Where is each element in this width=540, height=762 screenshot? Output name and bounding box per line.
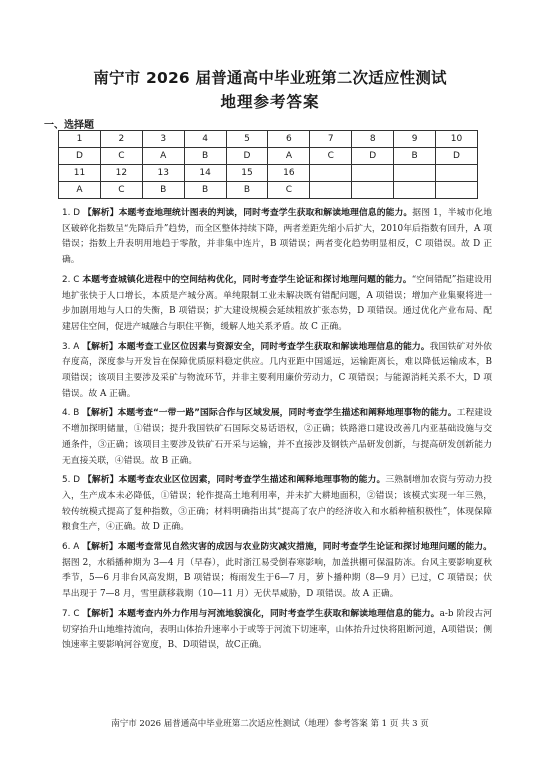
answer-table-cell bbox=[352, 165, 394, 182]
section-heading: 一、选择题 bbox=[44, 120, 94, 131]
answer-table-cell: 8 bbox=[352, 131, 394, 148]
answer-table-cell: 12 bbox=[100, 165, 142, 182]
question-number: 7. C bbox=[62, 608, 80, 619]
page-footer: 南宁市 2026 届普通高中毕业班第二次适应性测试（地理）参考答案 第 1 页 共 3 页 bbox=[111, 719, 429, 729]
question-number: 5. D bbox=[62, 475, 81, 486]
explanation-item bbox=[62, 340, 492, 403]
answer-table-cell: C bbox=[310, 148, 352, 165]
answer-table-cell: 6 bbox=[268, 131, 310, 148]
analysis-tag: 【解析】 bbox=[82, 208, 119, 218]
analysis-tag: 【解析】 bbox=[82, 608, 119, 619]
explanation-item bbox=[62, 473, 492, 536]
answer-table-cell: C bbox=[100, 148, 142, 165]
answer-table-cell: B bbox=[142, 182, 184, 199]
question-number: 6. A bbox=[62, 542, 80, 553]
answer-table-cell: D bbox=[352, 148, 394, 165]
answer-table-cell: 14 bbox=[184, 165, 226, 182]
answer-table-cell bbox=[352, 182, 394, 199]
answer-table-cell: 10 bbox=[436, 131, 478, 148]
answer-table-cell: D bbox=[436, 148, 478, 165]
answer-table-cell: 9 bbox=[394, 131, 436, 148]
answer-table-cell: D bbox=[226, 148, 268, 165]
answer-table-cell: B bbox=[184, 148, 226, 165]
explanation-item bbox=[62, 607, 492, 654]
explanation-list bbox=[62, 206, 492, 658]
question-focus: 本题考查农业区位因素，同时考查学生描述和阐释地理事物的能力。 bbox=[118, 475, 386, 486]
answer-table-cell: B bbox=[226, 182, 268, 199]
answer-table-cell: 11 bbox=[59, 165, 101, 182]
answer-table-cell bbox=[436, 182, 478, 199]
answer-table-cell: 7 bbox=[310, 131, 352, 148]
answer-table-cell: A bbox=[142, 148, 184, 165]
answer-table-cell: B bbox=[394, 148, 436, 165]
question-focus: 本题考查地理统计图表的判读，同时考查学生获取和解读地理信息的能力。 bbox=[118, 208, 413, 218]
answer-table-cell: 13 bbox=[142, 165, 184, 182]
question-focus: 本题考查内外力作用与河流地貌演化，同时考查学生获取和解读地理信息的能力。 bbox=[118, 608, 440, 619]
answer-table-cell: 2 bbox=[100, 131, 142, 148]
question-focus: 本题考查常见自然灾害的成因与农业防灾减灾措施，同时考查学生论证和探讨地理问题的能力。 bbox=[117, 542, 492, 553]
exam-title: 南宁市 2026 届普通高中毕业班第二次适应性测试 bbox=[93, 69, 447, 87]
answer-table-row bbox=[59, 131, 478, 148]
explanation-text: 三熟制增加农资与劳动力投入，生产成本未必降低，①错误；轮作提高土地利用率，并未扩大耕地面积，②错误；该模式实现一年三熟，较传统模式提高了复种指数，③正确；材料明确指出其“提高了农户的经济收入和水稻种植积极性”，体现保障粮食生产，④正确。故 D 正确。 bbox=[62, 475, 492, 533]
analysis-tag: 【解析】 bbox=[82, 341, 118, 352]
answer-table-cell bbox=[394, 165, 436, 182]
question-focus: 本题考查城镇化进程中的空间结构优化，同时考查学生论证和探讨地理问题的能力。 bbox=[82, 274, 412, 285]
answer-title: 地理参考答案 bbox=[220, 93, 320, 111]
answer-table-row bbox=[59, 165, 478, 182]
answer-table-cell: 16 bbox=[268, 165, 310, 182]
answer-table-cell: B bbox=[184, 182, 226, 199]
explanation-text: a-b 阶段古河切穿抬升山地维持流向，表明山体抬升速率小于或等于河流下切速率，山体抬升过快将阻断河道，A项错误；侧蚀速率主要影响河谷宽度，B、D项错误，故C正确。 bbox=[62, 608, 492, 651]
explanation-text: 我国铁矿对外依存度高，深度参与开发旨在保障优质原料稳定供应。几内亚距中国遥远，运输距离长，难以降低运输成本，B 项错误；该项目主要涉及采矿与物流环节，并非主要利用廉价劳动力，C 项错误；与能源消耗关系不大，D 项错误。故 A 正确。 bbox=[62, 341, 492, 399]
explanation-text: “空间错配”指建设用地扩张快于人口增长，本质是产城分离。单纯限制工业未解决既有错配问题，A 项错误；增加产业集聚将进一步加剧用地与人口的失衡，B 项错误；扩大建设规模会延续粗放扩张态势，D 项错误。通过优化产业布局、配建居住空间，促进产城融合与职住平衡，缓解人地关系矛盾。故 C 正确。 bbox=[62, 274, 492, 332]
question-focus: 本题考查“一带一路”国际合作与区域发展，同时考查学生描述和阐释地理事物的能力。 bbox=[117, 408, 457, 419]
answer-table-cell: A bbox=[268, 148, 310, 165]
question-number: 1. D bbox=[62, 208, 81, 218]
answer-table-cell: 4 bbox=[184, 131, 226, 148]
explanation-text: 据图 1，半城市化地区破碎化指数呈“先降后升”趋势，而全区整体持续下降，两者差距先缩小后扩大，2010年后指数有回升，A 项错误；指数上升表明用地趋于零散，并非集中连片，B 项错误；两者变化趋势明显相反，C 项错误。故 D 正确。 bbox=[62, 208, 492, 266]
answer-table-cell: A bbox=[59, 182, 101, 199]
answer-table-row bbox=[59, 148, 478, 165]
answer-table-row bbox=[59, 182, 478, 199]
answer-table-cell: 5 bbox=[226, 131, 268, 148]
answer-table-cell bbox=[394, 182, 436, 199]
question-number: 3. A bbox=[62, 341, 80, 352]
explanation-text: 工程建设不增加探明储量，①错误；提升我国铁矿石国际交易话语权，②正确；铁路港口建设改善几内亚基础设施与交通条件，③正确；该项目主要涉及铁矿石开采与运输，并不直接涉及钢铁产品研发创新，与提高研发创新能力无直接关联，④错误。故 B 正确。 bbox=[62, 408, 492, 466]
explanation-item bbox=[62, 206, 492, 269]
answer-table-cell: 3 bbox=[142, 131, 184, 148]
answer-table-cell bbox=[310, 182, 352, 199]
answer-table-cell: 15 bbox=[226, 165, 268, 182]
answer-table-cell: D bbox=[59, 148, 101, 165]
explanation-item bbox=[62, 540, 492, 603]
analysis-tag: 【解析】 bbox=[82, 542, 118, 553]
explanation-text: 据图 2，水稻播种期为 3—4 月（早春），此时浙江易受倒春寒影响，加盖拱棚可保温防冻。台风主要影响夏秋季节，5—6 月非台风高发期，B 项错误；梅雨发生于6—7 月，萝卜播种期（8—9 月）已过，C 项错误；伏旱出现于 7—8 月，雪里蕻移栽期（10—11 月）无伏旱威胁，D 项错误。故 A 正确。 bbox=[62, 557, 492, 600]
answer-table-cell: 1 bbox=[59, 131, 101, 148]
answer-table-cell: C bbox=[268, 182, 310, 199]
answer-table-cell bbox=[310, 165, 352, 182]
analysis-tag: 【解析】 bbox=[82, 475, 119, 486]
analysis-tag: 【解析】 bbox=[82, 408, 118, 419]
explanation-item bbox=[62, 273, 492, 336]
question-focus: 本题考查工业区位因素与资源安全，同时考查学生获取和解读地理信息的能力。 bbox=[117, 341, 430, 352]
question-number: 4. B bbox=[62, 408, 80, 419]
question-number: 2. C bbox=[62, 274, 80, 285]
answer-table-cell: C bbox=[100, 182, 142, 199]
answer-table-cell bbox=[436, 165, 478, 182]
answer-table bbox=[58, 130, 478, 199]
explanation-item bbox=[62, 406, 492, 469]
